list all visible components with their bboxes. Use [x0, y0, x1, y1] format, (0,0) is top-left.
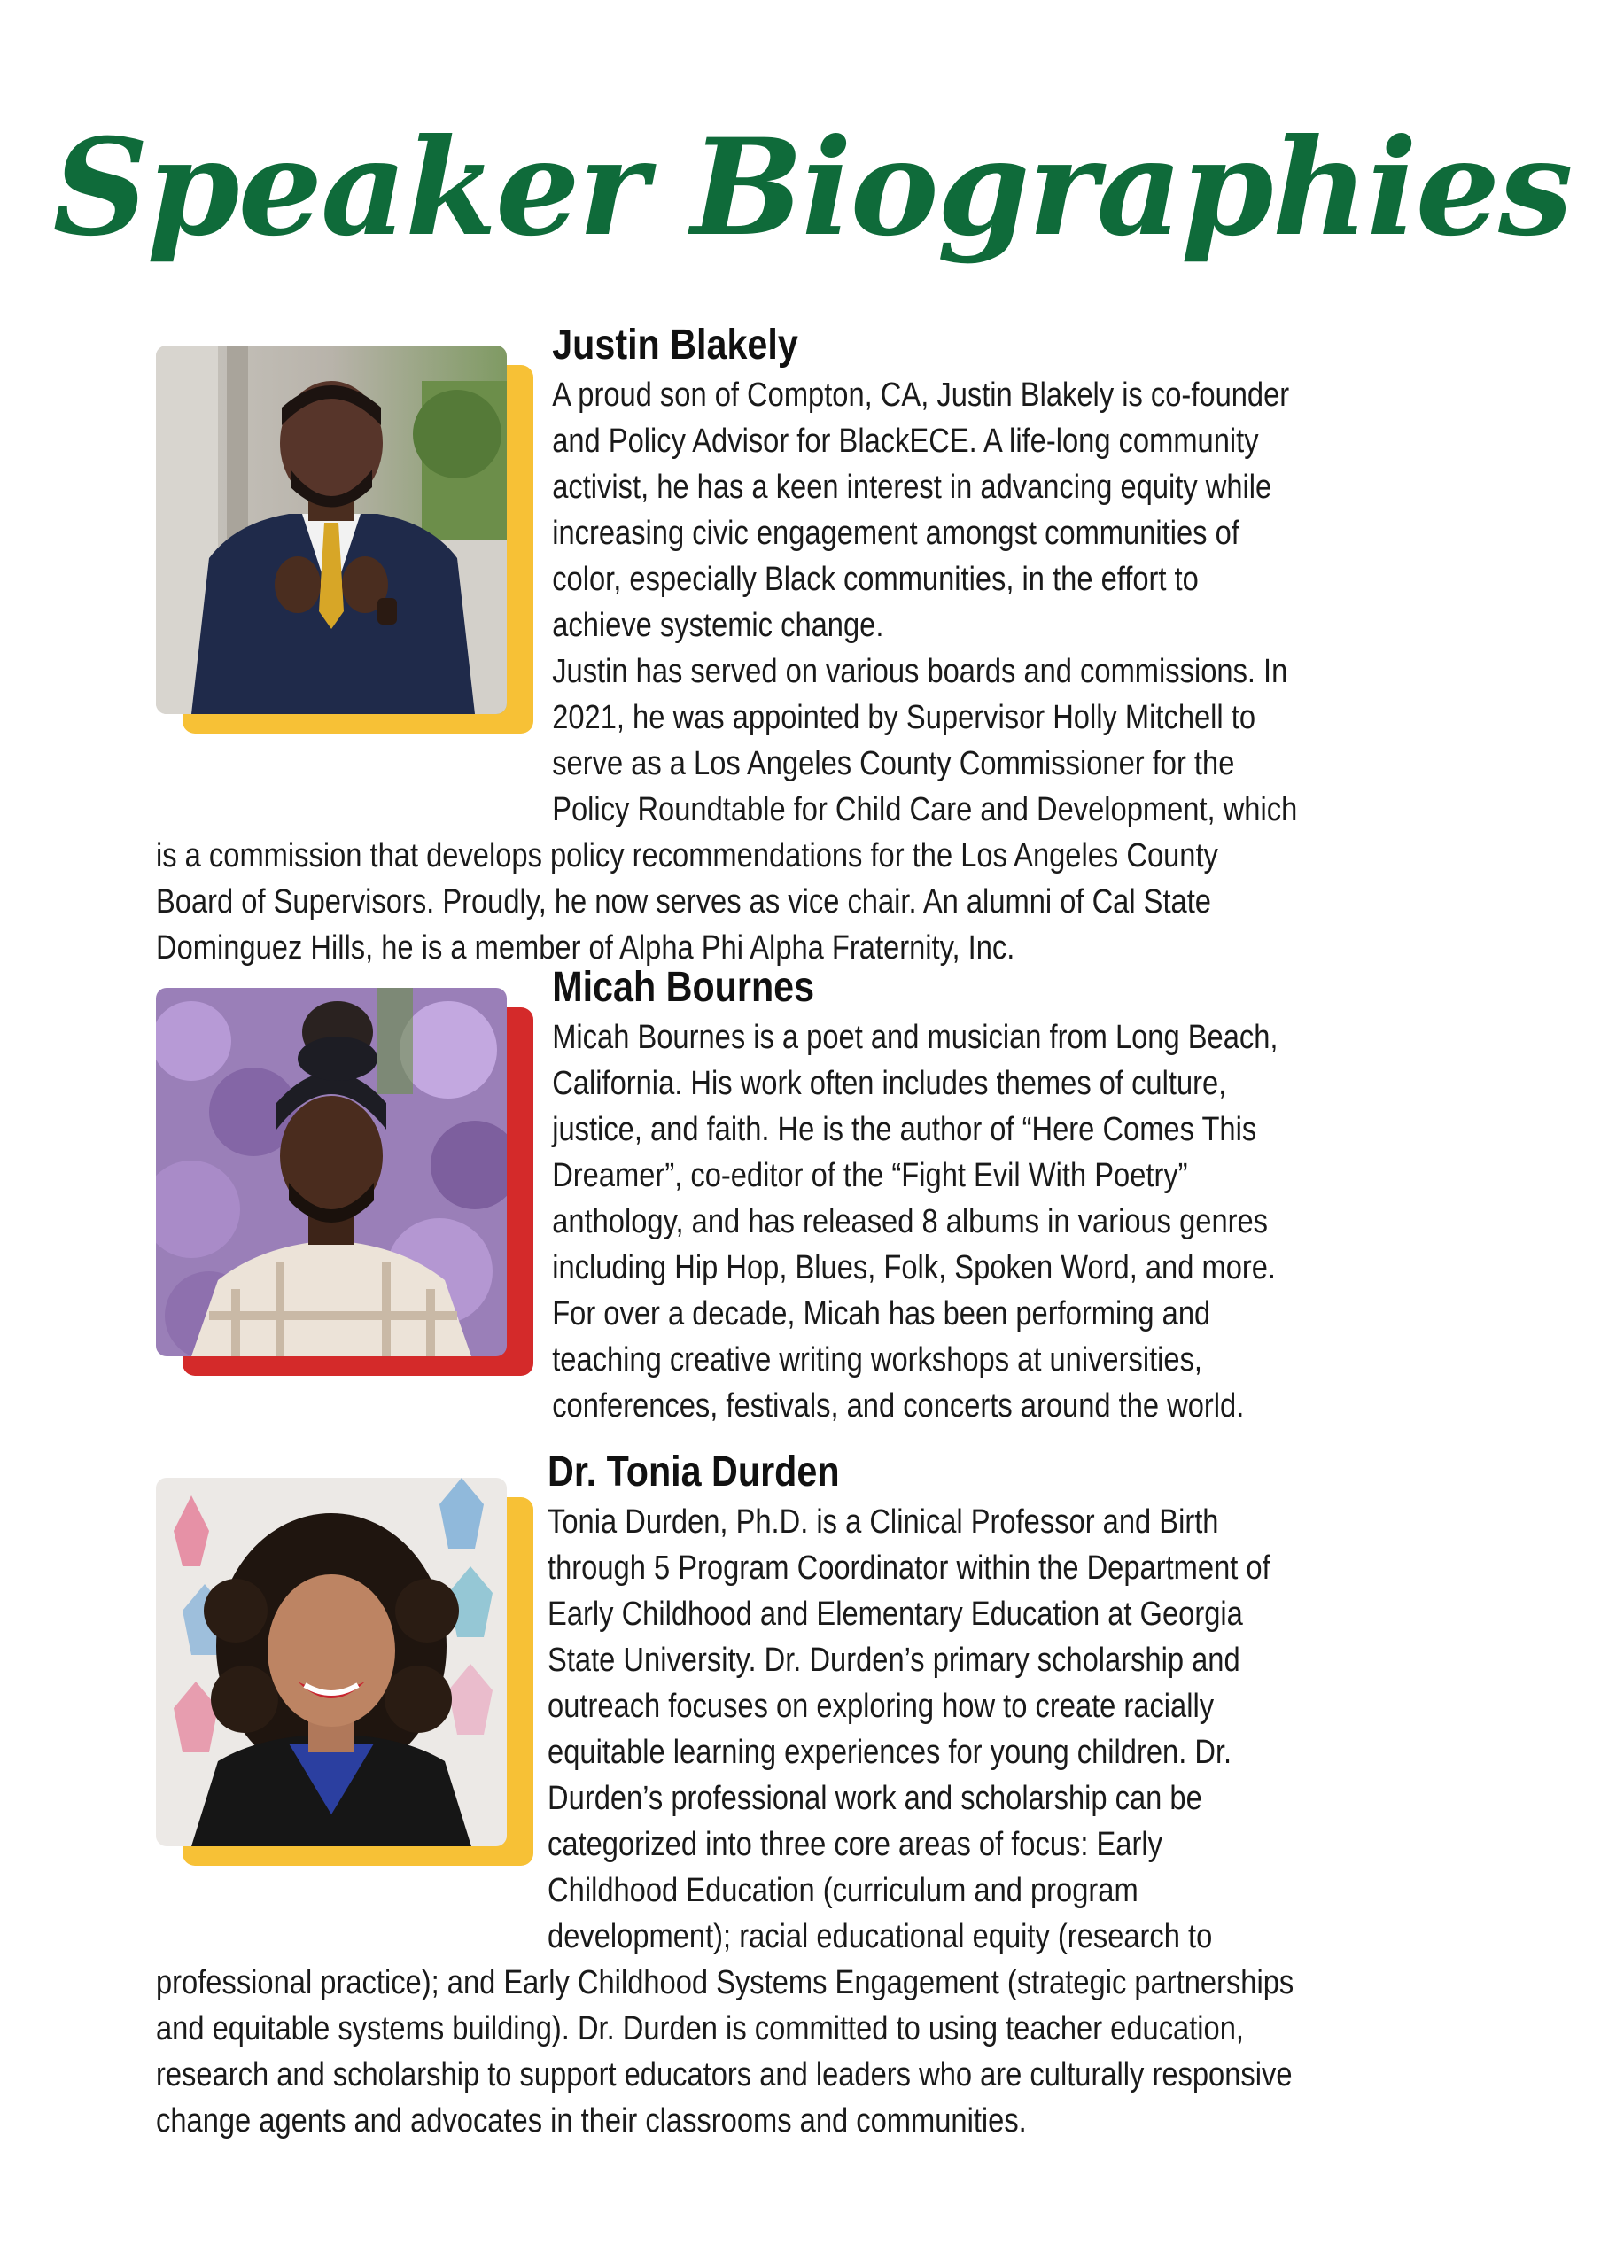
- page-title: Speaker Biographies: [52, 110, 1572, 266]
- speaker-bio-paragraph: Micah Bournes is a poet and musician from Long Beach, California. His work often includes themes of culture, justice, and faith. He is the author of “Here Comes This Dreamer”, co-editor of the “Fight Evil With Poetry” anthology, and has released 8 albums in various genres including Hip Hop, Blues, Folk, Spoken Word, and more. For over a decade, Micah has been performing and teaching creative writing workshops at universities, conferences, festivals, and concerts around the world.: [552, 1019, 1278, 1425]
- speaker-bio-paragraph: Justin has served on various boards and commissions. In 2021, he was appointed by Supervisor Holly Mitchell to serve as a Los Angeles County Commissioner for the Policy Roundtable for Child Care and Development, which is a commission that develops policy recommendations for the Los Angeles County Board of Supervisors. Proudly, he now serves as vice chair. An alumni of Cal State Dominguez Hills, he is a member of Alpha Phi Alpha Fraternity, Inc.: [156, 653, 1298, 967]
- speaker-bio-paragraph: Tonia Durden, Ph.D. is a Clinical Professor and Birth through 5 Program Coordinator within the Department of Early Childhood and Elementary Education at Georgia State University. Dr. Durden’s primary scholarship and outreach focuses on exploring how to create racially equitable learning experiences for young children. Dr. Durden’s professional work and scholarship can be categorized into three core areas of focus: Early Childhood Education (curriculum and program development); racial educational equity (research to professional practice); and Early Childhood Systems Engagement (strategic partnerships and equitable systems building). Dr. Durden is committed to using teacher education, research and scholarship to support educators and leaders who are culturally responsive change agents and advocates in their classrooms and communities.: [156, 1503, 1294, 2140]
- speaker-name: Dr. Tonia Durden: [548, 1449, 840, 1495]
- photo-float-spacer: [156, 961, 552, 1440]
- speaker-name: Justin Blakely: [552, 322, 798, 369]
- speaker-name: Micah Bournes: [552, 964, 815, 1011]
- photo-float-spacer: [156, 319, 552, 797]
- speaker-bio-paragraph: A proud son of Compton, CA, Justin Blakely is co-founder and Policy Advisor for BlackECE. A life-long community activist, he has a keen interest in advancing equity while increasing civic engagement amongst communities of color, especially Black communities, in the effort to achieve systemic change.: [552, 377, 1290, 644]
- photo-float-spacer: [156, 1446, 548, 1931]
